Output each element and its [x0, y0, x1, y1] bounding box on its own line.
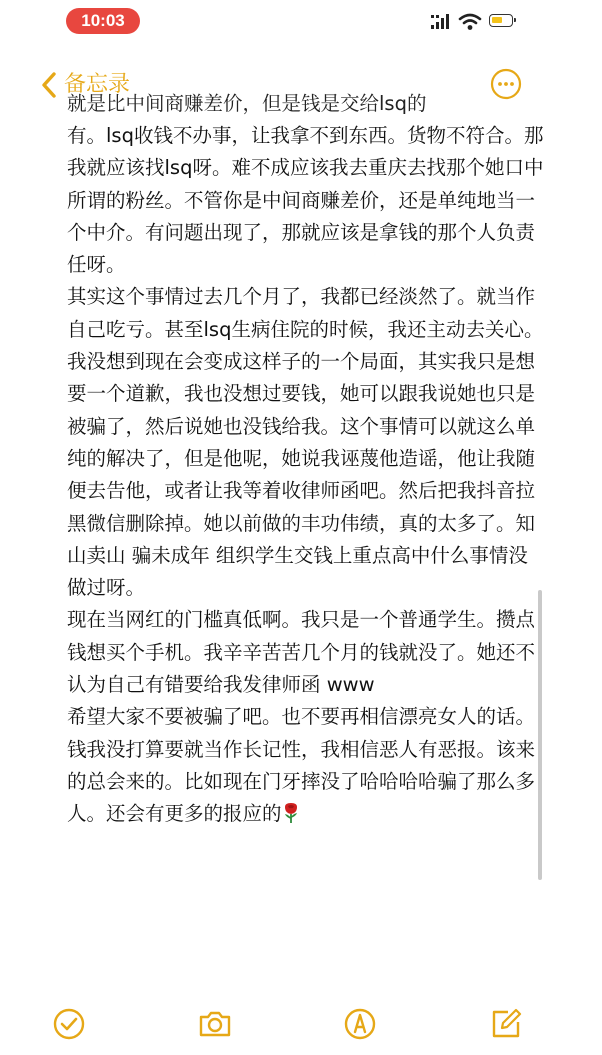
note-paragraph-2: 其实这个事情过去几个月了，我都已经淡然了。就当作自己吃亏。甚至lsq生病住院的时候，我还主动去关心。我没想到现在会变成这样子的一个局面，其实我只是想要一个道歉，我也没想过要钱，她可以跟我说她也只是被骗了，然后说她也没钱给我。这个事情可以就这么单纯的解决了，但是他呢，她说我诬蔑他造谣，他让我随便去告他，或者让我等着收律师函吧。然后把我抖音拉黑微信删除掉。她以前做的丰功伟绩，真的太多了。知山卖山 骗未成年 组织学生交钱上重点高中什么事情没做过呀。	[67, 285, 544, 600]
status-time: 10:03	[66, 8, 140, 34]
note-body[interactable]	[67, 92, 547, 831]
wifi-icon	[458, 12, 482, 32]
note-paragraph-4	[67, 701, 547, 830]
markup-pen-icon	[342, 1006, 378, 1042]
camera-icon	[197, 1006, 233, 1042]
bottom-toolbar	[0, 1000, 602, 1050]
checklist-icon	[51, 1006, 87, 1042]
checklist-button[interactable]	[51, 1006, 87, 1042]
note-cut-line: 就是比中间商赚差价，但是钱是交给lsq的	[67, 92, 427, 115]
markup-button[interactable]	[342, 1006, 378, 1042]
compose-icon	[488, 1006, 524, 1042]
note-paragraph-3: 现在当网红的门槛真低啊。我只是一个普通学生。攒点钱想买个手机。我辛辛苦苦几个月的钱就没了。她还不认为自己有错要给我发律师函 www	[67, 608, 536, 697]
battery-icon	[489, 14, 513, 27]
chevron-left-icon	[40, 71, 58, 99]
camera-button[interactable]	[197, 1006, 233, 1042]
note-paragraph-1: 有。lsq收钱不办事，让我拿不到东西。货物不符合。那我就应该找lsq呀。难不成应该我去重庆去找那个她口中所谓的粉丝。不管你是中间商赚差价，还是单纯地当一个中介。有问题出现了，那就应该是拿钱的那个人负责任呀。	[67, 124, 544, 277]
status-bar	[0, 0, 602, 44]
note-paragraph-4-text: 希望大家不要被骗了吧。也不要再相信漂亮女人的话。钱我没打算要就当作长记性，我相信恶人有恶报。该来的总会来的。比如现在门牙摔没了哈哈哈哈骗了那么多人。还会有更多的报应的	[67, 705, 536, 826]
scrollbar[interactable]	[538, 590, 542, 880]
rose-emoji	[282, 802, 300, 824]
cellular-signal-icon	[430, 13, 452, 31]
back-label: 备忘录	[64, 72, 131, 97]
compose-button[interactable]	[488, 1006, 524, 1042]
more-ellipsis-icon[interactable]	[490, 68, 522, 100]
